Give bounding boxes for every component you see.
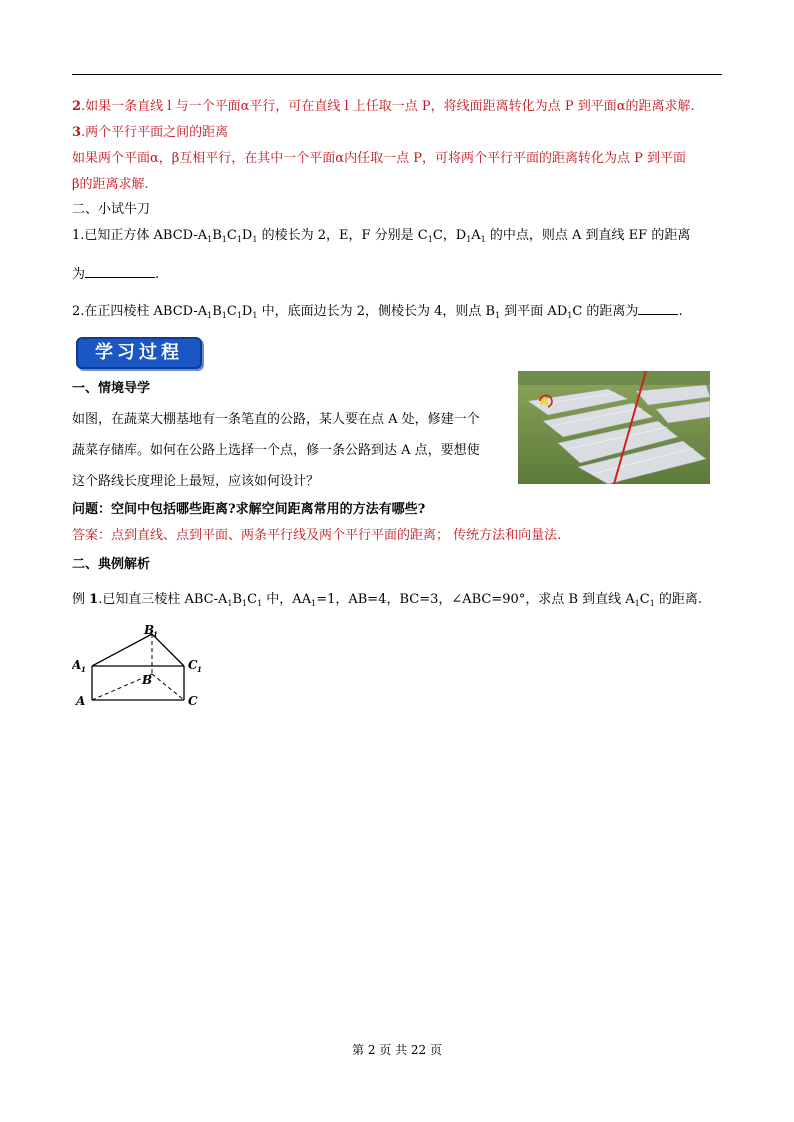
- prism-figure: [72, 624, 212, 710]
- header-rule: [72, 74, 722, 75]
- item-text: .两个平行平面之间的距离: [81, 125, 229, 140]
- theory-item-3: [72, 124, 228, 142]
- svg-text:A: A: [76, 694, 86, 708]
- section-heading-trial: 二、小试牛刀: [72, 202, 151, 217]
- item-number: 2: [72, 99, 82, 114]
- answer-blank[interactable]: [638, 302, 678, 315]
- example-1: 例 1.已知直三棱柱 ABC-$A_1B_1C_1$ 中，$AA_1=1$，AB=4，BC=3，∠ABC=90°，求点 B 到直线 $A_1C_1$ 的距离.: [72, 592, 703, 608]
- photo-point-label: A: [540, 395, 549, 408]
- svg-text:C: C: [188, 658, 198, 672]
- page-footer: 第 2 页 共 22 页: [352, 1043, 442, 1057]
- answer-text: 答案：点到直线、点到平面、两条平行线及两个平行平面的距离； 传统方法和向量法.: [72, 528, 562, 543]
- svg-text:1: 1: [197, 665, 202, 674]
- section-heading-examples: 二、典例解析: [72, 557, 151, 572]
- theory-item-3-desc-2: β的距离求解.: [72, 177, 149, 192]
- svg-text:1: 1: [81, 665, 86, 674]
- theory-item-3-desc-1: 如果两个平面α，β互相平行，在其中一个平面α内任取一点 P，可将两个平行平面的距离转化为点 P 到平面: [72, 151, 686, 166]
- item-number: 3: [72, 125, 82, 140]
- intro-paragraph-line-3: 这个路线长度理论上最短，应该如何设计？: [72, 474, 320, 489]
- item-text: .如果一条直线 l 与一个平面α平行，可在直线 l 上任取一点 P，将线面距离转化为点 P 到平面α的距离求解.: [81, 99, 695, 114]
- answer-blank[interactable]: [85, 265, 155, 278]
- intro-paragraph-line-1: 如图，在蔬菜大棚基地有一条笔直的公路，某人要在点 A 处，修建一个: [72, 412, 480, 427]
- svg-text:B: B: [144, 624, 155, 637]
- theory-item-2: [72, 98, 695, 116]
- question-1-line-2: 为 .: [72, 267, 160, 282]
- question-1: 1.已知正方体 ABCD-$A_1B_1C_1D_1$ 的棱长为 2，E，F 分别是 $C_1C$，$D_1A_1$ 的中点，则点 A 到直线 EF 的距离: [72, 228, 691, 244]
- svg-text:A: A: [72, 658, 82, 672]
- section-banner: 学习过程: [76, 337, 202, 369]
- section-heading-intro: 一、情境导学: [72, 381, 151, 396]
- intro-paragraph-line-2: 蔬菜存储库。如何在公路上选择一个点，修一条公路到达 A 点，要想使: [72, 443, 480, 458]
- question-2: 2.在正四棱柱 ABCD-$A_1B_1C_1D_1$ 中，底面边长为 2，侧棱长为 4，则点 $B_1$ 到平面 $AD_1C$ 的距离为 .: [72, 304, 683, 320]
- question-text: 问题：空间中包括哪些距离?求解空间距离常用的方法有哪些?: [72, 502, 426, 517]
- greenhouse-photo: [518, 371, 710, 484]
- svg-text:C: C: [188, 694, 198, 708]
- svg-text:1: 1: [153, 630, 158, 639]
- svg-text:B: B: [142, 673, 153, 687]
